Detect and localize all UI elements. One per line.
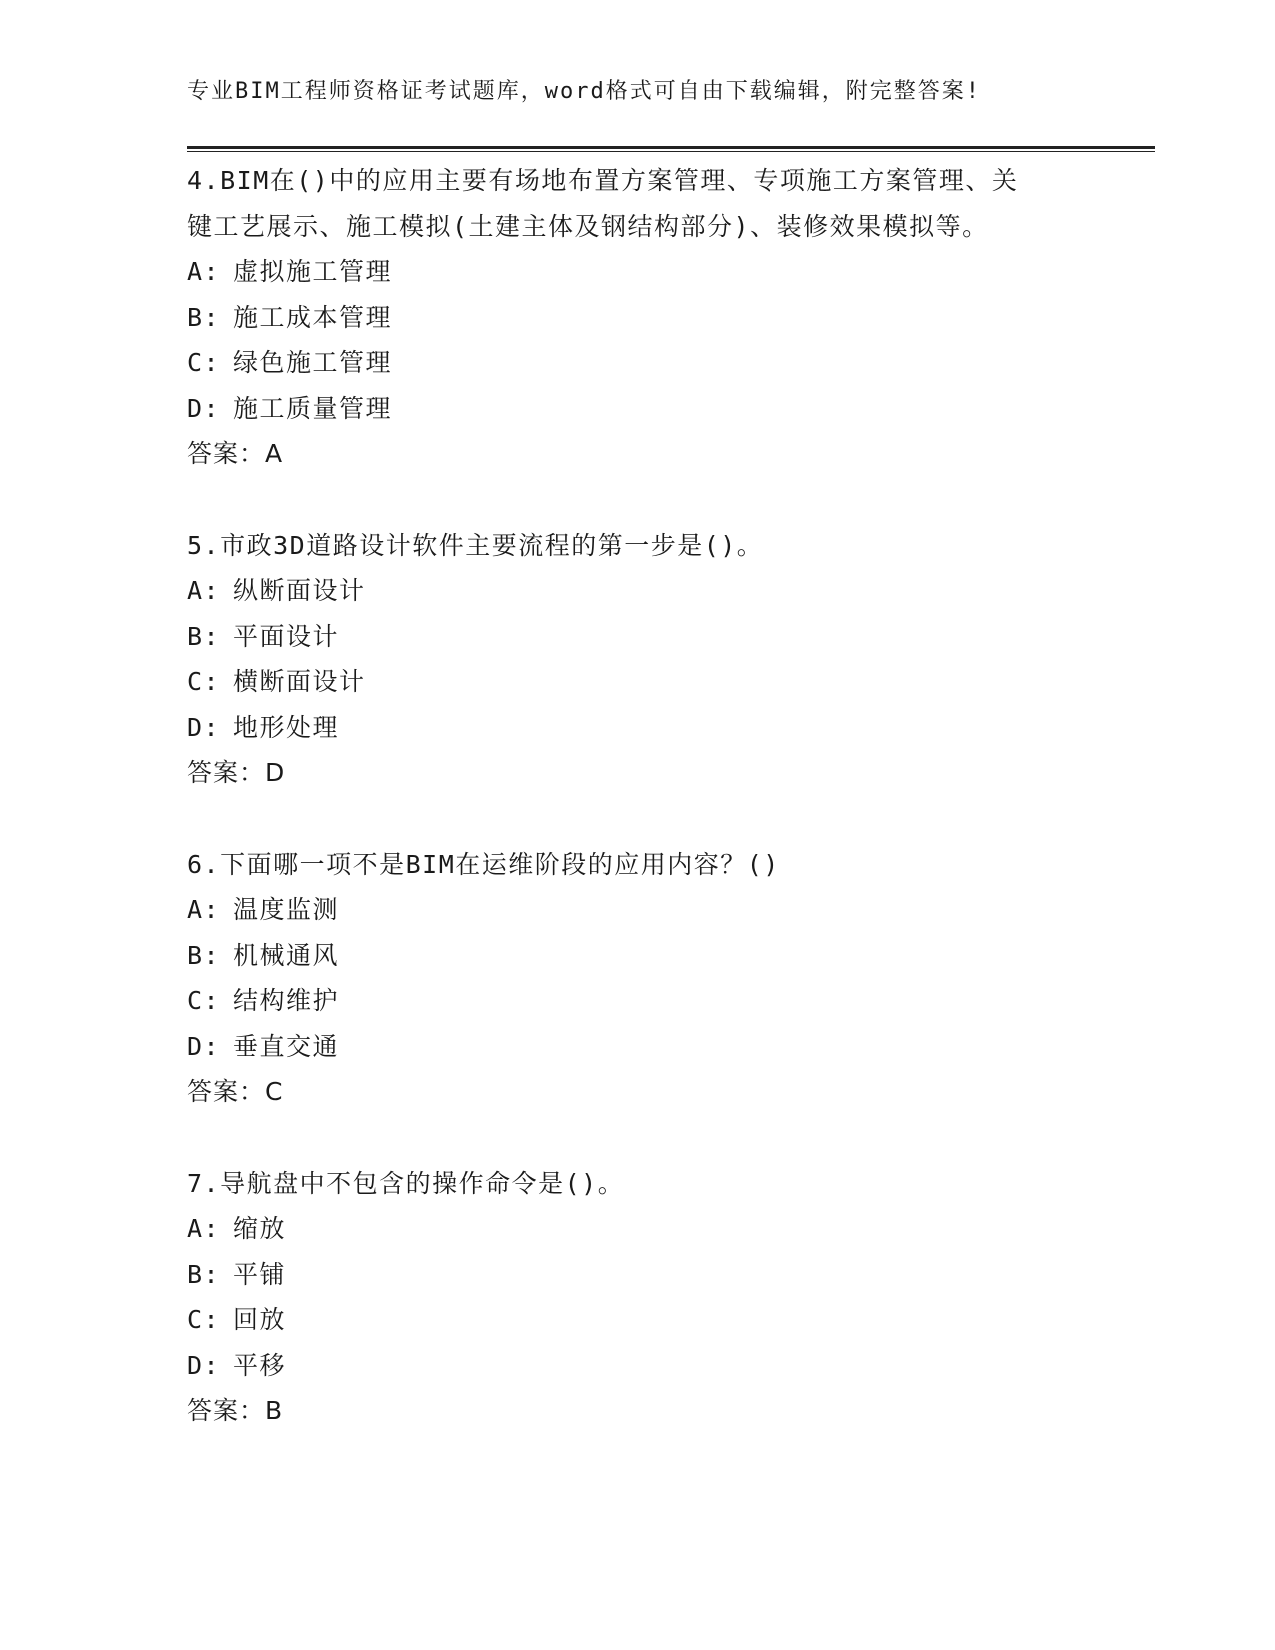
option-text: 回放 (233, 1305, 287, 1334)
question-stem-line: 6.下面哪一项不是BIM在运维阶段的应用内容？() (187, 849, 780, 879)
question-5 (187, 523, 1107, 796)
option-text: 温度监测 (233, 895, 340, 924)
option-letter: B: (187, 621, 221, 651)
header-divider (187, 146, 1155, 152)
option-letter: C: (187, 1305, 221, 1334)
question-stem-line: 键工艺展示、施工模拟(土建主体及钢结构部分)、装修效果模拟等。 (187, 211, 989, 241)
option-d (187, 386, 1107, 432)
question-stem-line: 5.市政3D道路设计软件主要流程的第一步是()。 (187, 530, 764, 560)
question-list (187, 158, 1107, 1480)
question-stem-line: 7.导航盘中不包含的操作命令是()。 (187, 1168, 625, 1198)
option-text: 平移 (233, 1350, 287, 1380)
option-text: 平铺 (233, 1259, 287, 1289)
option-text: 绿色施工管理 (233, 348, 393, 377)
option-a (187, 887, 1107, 933)
option-d (187, 1343, 1107, 1389)
option-text: 纵断面设计 (233, 576, 366, 605)
option-b (187, 1252, 1107, 1298)
option-letter: B: (187, 302, 221, 332)
option-a (187, 249, 1107, 295)
question-6 (187, 842, 1107, 1115)
option-c (187, 1297, 1107, 1343)
option-letter: A: (187, 1214, 221, 1243)
answer-label: 答案：B (187, 1396, 284, 1425)
option-text: 机械通风 (233, 940, 340, 970)
option-text: 平面设计 (233, 621, 340, 651)
answer-label: 答案：A (187, 439, 284, 468)
option-d (187, 705, 1107, 751)
question-4 (187, 158, 1107, 477)
option-text: 虚拟施工管理 (233, 257, 393, 286)
option-letter: B: (187, 940, 221, 970)
option-letter: A: (187, 257, 221, 286)
option-b (187, 933, 1107, 979)
option-text: 缩放 (233, 1214, 287, 1243)
answer-label: 答案：D (187, 758, 286, 787)
page-header: 专业BIM工程师资格证考试题库，word格式可自由下载编辑，附完整答案! (187, 79, 981, 104)
option-d (187, 1024, 1107, 1070)
option-text: 地形处理 (233, 712, 340, 742)
question-7 (187, 1161, 1107, 1434)
option-letter: A: (187, 895, 221, 924)
option-letter: D: (187, 393, 221, 423)
option-text: 垂直交通 (233, 1031, 340, 1061)
option-text: 施工质量管理 (233, 393, 393, 423)
option-letter: D: (187, 1350, 221, 1380)
option-letter: A: (187, 576, 221, 605)
option-text: 横断面设计 (233, 667, 366, 696)
option-c (187, 659, 1107, 705)
option-a (187, 568, 1107, 614)
option-a (187, 1206, 1107, 1252)
option-letter: D: (187, 1031, 221, 1061)
option-c (187, 978, 1107, 1024)
option-text: 施工成本管理 (233, 302, 393, 332)
option-b (187, 614, 1107, 660)
question-stem-line: 4.BIM在()中的应用主要有场地布置方案管理、专项施工方案管理、关 (187, 166, 1019, 195)
option-c (187, 340, 1107, 386)
option-letter: B: (187, 1259, 221, 1289)
option-text: 结构维护 (233, 986, 340, 1015)
option-letter: C: (187, 348, 221, 377)
option-letter: D: (187, 712, 221, 742)
option-b (187, 295, 1107, 341)
answer-label: 答案：C (187, 1077, 284, 1106)
option-letter: C: (187, 986, 221, 1015)
option-letter: C: (187, 667, 221, 696)
